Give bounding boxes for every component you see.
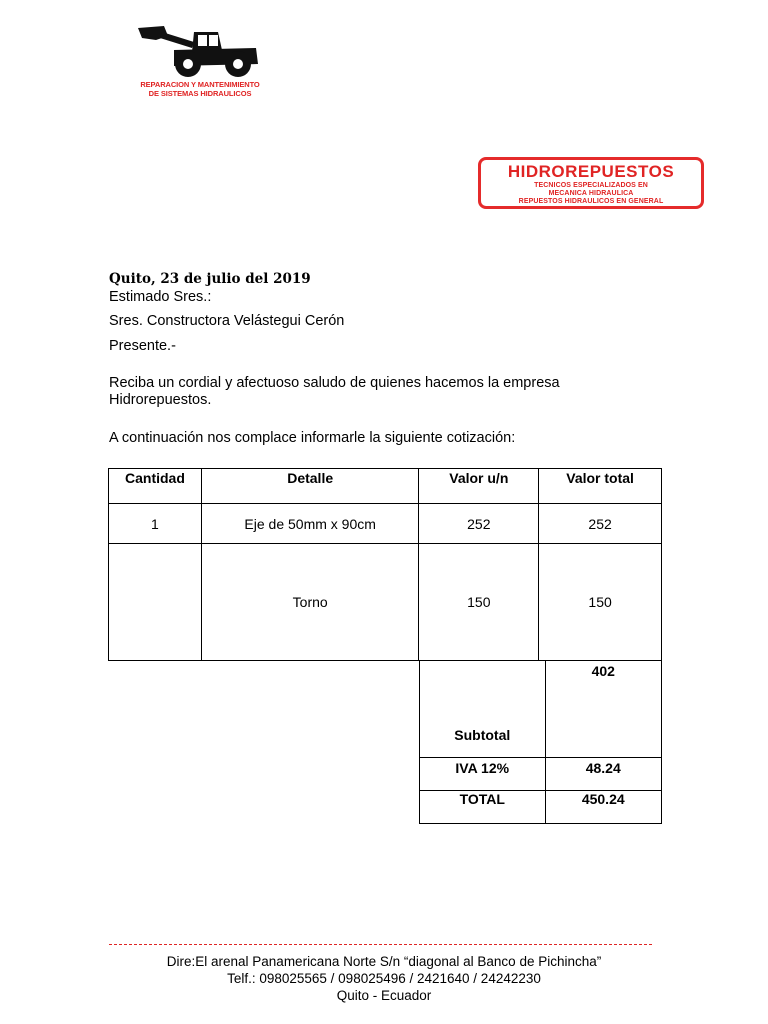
iva-label: IVA 12% bbox=[420, 758, 546, 791]
subtotal-label: Subtotal bbox=[420, 661, 546, 758]
company-stamp bbox=[478, 157, 704, 209]
cell-cantidad: 1 bbox=[109, 504, 202, 544]
letter-body-line1: Reciba un cordial y afectuoso saludo de quienes hacemos la empresa bbox=[109, 375, 560, 391]
stamp-line1: TECNICOS ESPECIALIZADOS EN bbox=[534, 182, 648, 189]
table-row bbox=[109, 544, 662, 661]
letter-date: Quito, 23 de julio del 2019 bbox=[109, 271, 311, 287]
header-valor-total: Valor total bbox=[539, 469, 662, 504]
logo-caption-line2: DE SISTEMAS HIDRAULICOS bbox=[148, 89, 252, 98]
letter-greeting: Estimado Sres.: bbox=[109, 289, 212, 305]
totals-table bbox=[419, 660, 662, 824]
total-row bbox=[420, 791, 662, 824]
letter-body-line2: Hidrorepuestos. bbox=[109, 392, 212, 408]
subtotal-value: 402 bbox=[545, 661, 662, 758]
loader-vehicle-icon bbox=[134, 22, 264, 78]
cell-valor-total: 150 bbox=[539, 544, 662, 661]
company-logo bbox=[120, 22, 280, 102]
header-detalle: Detalle bbox=[201, 469, 419, 504]
total-label: TOTAL bbox=[420, 791, 546, 824]
table-row bbox=[109, 504, 662, 544]
cell-cantidad bbox=[109, 544, 202, 661]
cell-detalle: Eje de 50mm x 90cm bbox=[201, 504, 419, 544]
total-value: 450.24 bbox=[545, 791, 662, 824]
header-cantidad: Cantidad bbox=[109, 469, 202, 504]
footer-divider bbox=[109, 944, 652, 945]
cell-valor-unitario: 150 bbox=[419, 544, 539, 661]
quote-table bbox=[108, 468, 662, 661]
footer-address: Dire:El arenal Panamericana Norte S/n “diagonal al Banco de Pichincha” bbox=[166, 954, 602, 969]
cell-valor-total: 252 bbox=[539, 504, 662, 544]
footer-city: Quito - Ecuador bbox=[336, 988, 432, 1003]
letter-body2: A continuación nos complace informarle la siguiente cotización: bbox=[109, 430, 516, 446]
stamp-line2: MECANICA HIDRAULICA bbox=[548, 190, 634, 197]
letter-presente: Presente.- bbox=[109, 338, 176, 354]
table-header-row bbox=[109, 469, 662, 504]
stamp-line3: REPUESTOS HIDRAULICOS EN GENERAL bbox=[518, 198, 664, 205]
iva-value: 48.24 bbox=[545, 758, 662, 791]
logo-caption-line1: REPARACION Y MANTENIMIENTO bbox=[140, 80, 260, 89]
subtotal-row bbox=[420, 661, 662, 758]
cell-valor-unitario: 252 bbox=[419, 504, 539, 544]
letter-recipient: Sres. Constructora Velástegui Cerón bbox=[109, 313, 345, 329]
iva-row bbox=[420, 758, 662, 791]
cell-detalle: Torno bbox=[201, 544, 419, 661]
footer-phones: Telf.: 098025565 / 098025496 / 2421640 / 24242230 bbox=[227, 971, 541, 986]
stamp-brand: HIDROREPUESTOS bbox=[507, 162, 675, 181]
header-valor-unitario: Valor u/n bbox=[419, 469, 539, 504]
